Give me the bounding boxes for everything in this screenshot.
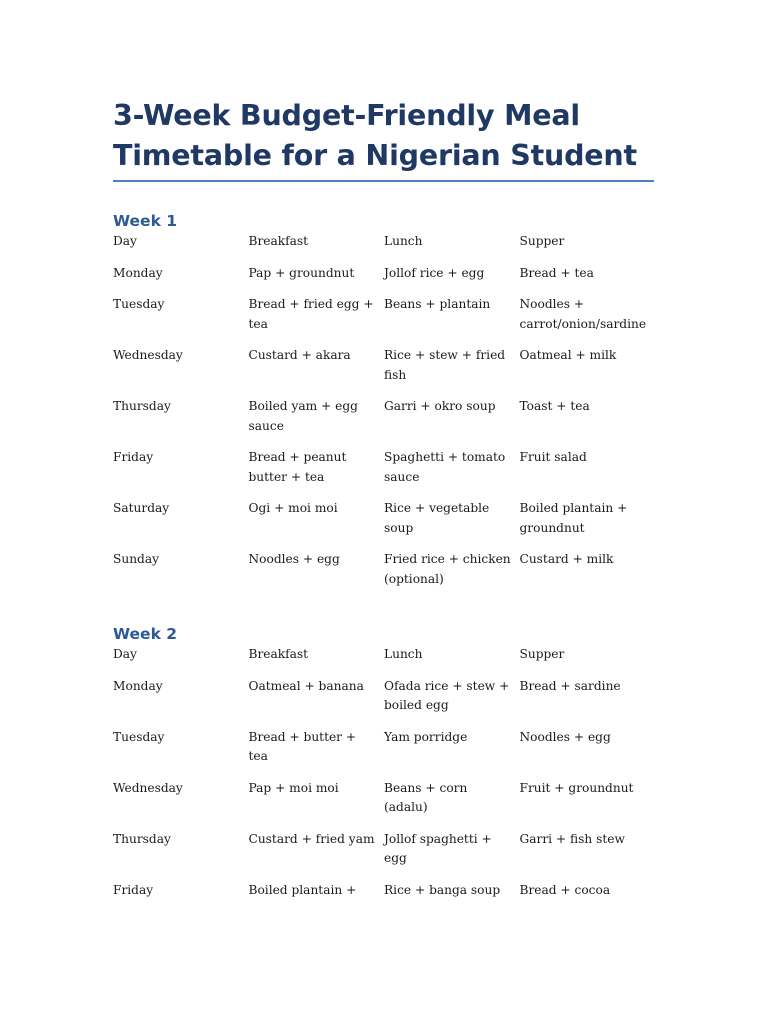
meal-cell: Noodles + carrot/onion/sardine xyxy=(519,297,647,331)
day-cell: Monday xyxy=(113,678,163,693)
column-header: Supper xyxy=(519,234,565,248)
column-header: Day xyxy=(113,234,137,248)
title-underline xyxy=(113,180,654,182)
table-row xyxy=(113,550,655,601)
day-cell: Wednesday xyxy=(113,348,183,362)
meal-cell: Custard + fried yam xyxy=(248,831,375,846)
meal-cell: Jollof spaghetti + egg xyxy=(384,831,492,865)
meal-cell: Yam porridge xyxy=(384,729,468,744)
column-header: Breakfast xyxy=(248,647,309,661)
meal-cell: Boiled plantain + groundnut xyxy=(519,501,628,535)
meal-cell: Garri + fish stew xyxy=(519,831,625,846)
week-2-heading: Week 2 xyxy=(113,625,178,643)
document-title xyxy=(113,96,654,176)
meal-cell: Fried rice + chicken (optional) xyxy=(384,552,511,586)
week-1-heading: Week 1 xyxy=(113,212,178,230)
meal-cell: Bread + butter + tea xyxy=(248,729,357,763)
meal-cell: Noodles + egg xyxy=(519,729,611,744)
meal-cell: Rice + vegetable soup xyxy=(384,501,490,535)
meal-cell: Pap + groundnut xyxy=(248,265,355,280)
meal-cell: Noodles + egg xyxy=(248,552,340,566)
meal-cell: Oatmeal + milk xyxy=(519,348,617,362)
day-cell: Thursday xyxy=(113,831,171,846)
meal-cell: Rice + banga soup xyxy=(384,882,501,897)
day-cell: Sunday xyxy=(113,552,160,566)
table-row xyxy=(113,295,655,346)
meal-cell: Custard + akara xyxy=(248,348,351,362)
meal-cell: Toast + tea xyxy=(519,399,590,413)
document-page xyxy=(113,96,654,912)
meal-cell: Beans + corn (adalu) xyxy=(384,780,468,814)
day-cell: Friday xyxy=(113,450,154,464)
column-header: Breakfast xyxy=(248,234,309,248)
meal-cell: Bread + tea xyxy=(519,265,594,280)
day-cell: Tuesday xyxy=(113,729,165,744)
table-header-row xyxy=(113,232,655,264)
column-header: Lunch xyxy=(384,647,423,661)
table-row xyxy=(113,264,655,296)
table-row xyxy=(113,779,655,830)
table-row xyxy=(113,346,655,397)
day-cell: Wednesday xyxy=(113,780,183,795)
day-cell: Thursday xyxy=(113,399,171,413)
table-header-row xyxy=(113,645,655,677)
table-row xyxy=(113,448,655,499)
meal-cell: Jollof rice + egg xyxy=(384,265,485,280)
table-row xyxy=(113,499,655,550)
week-2-section xyxy=(113,623,654,912)
column-header: Lunch xyxy=(384,234,423,248)
meal-cell: Fruit + groundnut xyxy=(519,780,634,795)
title-line-1: 3-Week Budget-Friendly Meal xyxy=(113,99,580,132)
meal-cell: Custard + milk xyxy=(519,552,614,566)
meal-cell: Bread + peanut butter + tea xyxy=(248,450,347,484)
meal-cell: Boiled yam + egg sauce xyxy=(248,399,358,433)
table-row xyxy=(113,677,655,728)
week-2-table xyxy=(113,645,655,912)
meal-cell: Ofada rice + stew + boiled egg xyxy=(384,678,510,712)
table-row xyxy=(113,881,655,913)
day-cell: Saturday xyxy=(113,501,170,515)
table-row xyxy=(113,830,655,881)
day-cell: Monday xyxy=(113,265,163,280)
column-header: Day xyxy=(113,647,137,661)
meal-cell: Spaghetti + tomato sauce xyxy=(384,450,506,484)
week-1-table xyxy=(113,232,655,601)
week-1-section xyxy=(113,210,654,601)
meal-cell: Oatmeal + banana xyxy=(248,678,364,693)
title-line-2: Timetable for a Nigerian Student xyxy=(113,139,637,172)
meal-cell: Bread + sardine xyxy=(519,678,621,693)
column-header: Supper xyxy=(519,647,565,661)
meal-cell: Rice + stew + fried fish xyxy=(384,348,506,382)
meal-cell: Garri + okro soup xyxy=(384,399,496,413)
meal-cell: Fruit salad xyxy=(519,450,587,464)
meal-cell: Ogi + moi moi xyxy=(248,501,338,515)
meal-cell: Beans + plantain xyxy=(384,297,491,311)
meal-cell: Bread + cocoa xyxy=(519,882,611,897)
day-cell: Friday xyxy=(113,882,154,897)
day-cell: Tuesday xyxy=(113,297,165,311)
meal-cell: Bread + fried egg + tea xyxy=(248,297,374,331)
table-row xyxy=(113,397,655,448)
meal-cell: Pap + moi moi xyxy=(248,780,339,795)
table-row xyxy=(113,728,655,779)
meal-cell: Boiled plantain + xyxy=(248,882,357,897)
